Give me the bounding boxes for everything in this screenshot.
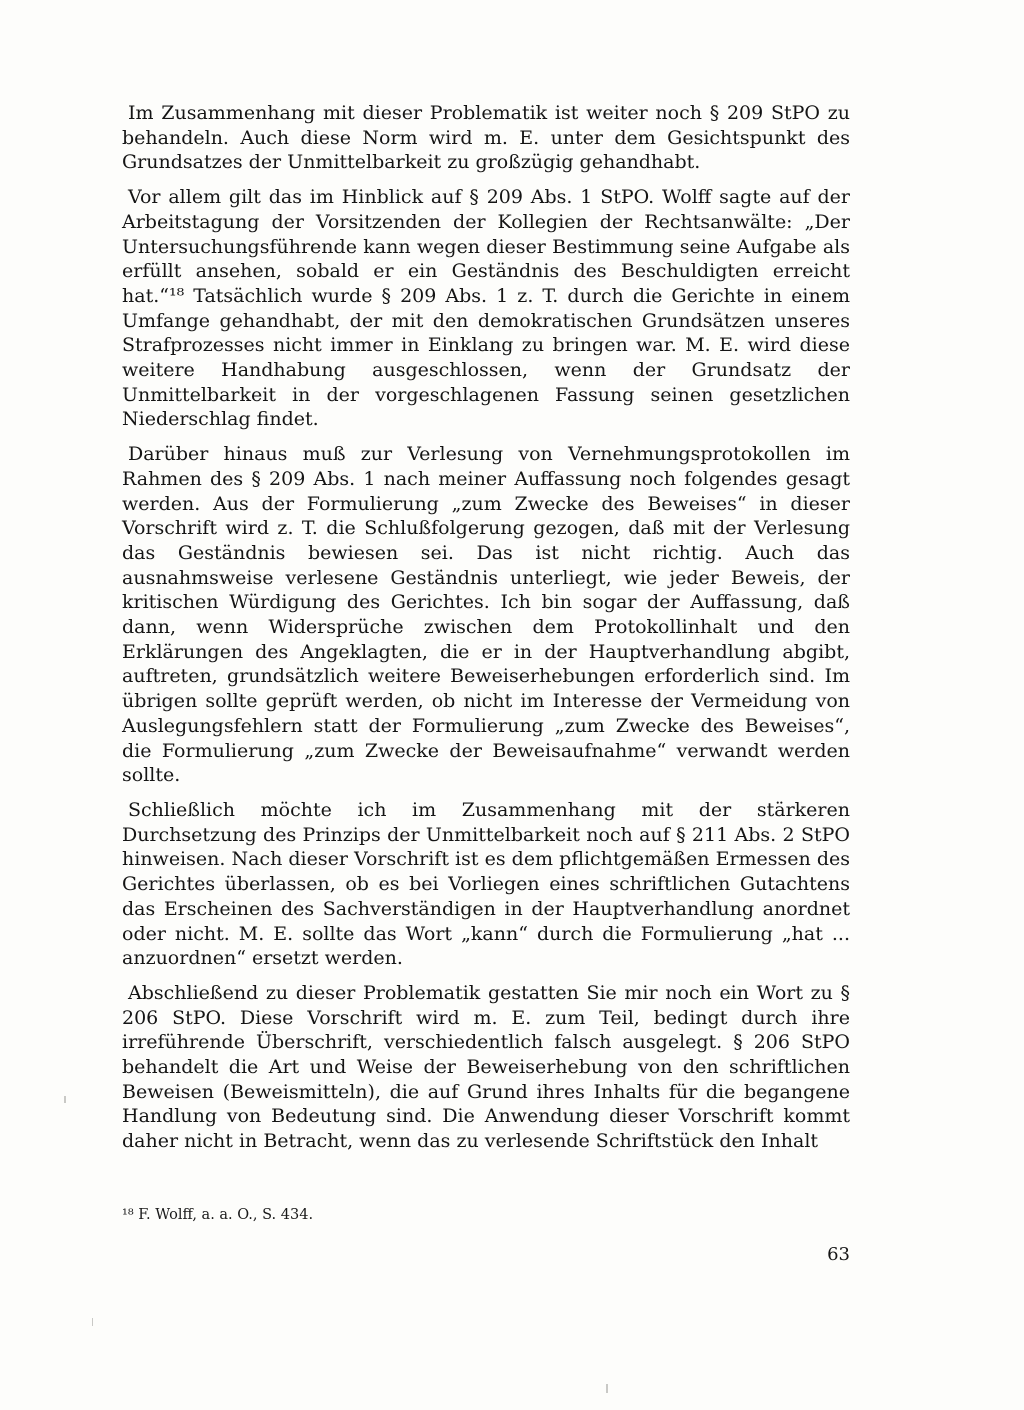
paragraph-2: Vor allem gilt das im Hinblick auf § 209 Abs. 1 StPO. Wolff sagte auf der Arbeitstagung der Vorsitzenden der Kollegien der Rechtsanwälte: „Der Untersuchungsführende kann wegen dieser Bestimmung seine Aufgabe als erfüllt ansehen, sobald er ein Geständnis des Beschuldigten erreicht hat.“¹⁸ Tatsächlich wurde § 209 Abs. 1 z. T. durch die Gerichte in einem Umfange gehandhabt, der mit den demokratischen Grundsätzen unseres Strafprozesses nicht immer in Einklang zu bringen war. M. E. wird diese weitere Handhabung ausgeschlossen, wenn der Grundsatz der Unmittelbarkeit in der vorgeschlagenen Fassung seinen gesetzlichen Niederschlag findet. — [122, 186, 850, 431]
body-text — [122, 101, 850, 1164]
footnote: ¹⁸ F. Wolff, a. a. O., S. 434. — [122, 1207, 314, 1223]
paragraph-5: Abschließend zu dieser Problematik gestatten Sie mir noch ein Wort zu § 206 StPO. Diese Vorschrift wird m. E. zum Teil, bedingt durch ihre irreführende Überschrift, verschiedentlich falsch ausgelegt. § 206 StPO behandelt die Art und Weise der Beweiserhebung von den schriftlichen Beweisen (Beweismitteln), die auf Grund ihres Inhalts für die begangene Handlung von Bedeutung sind. Die Anwendung dieser Vorschrift kommt daher nicht in Betracht, wenn das zu verlesende Schriftstück den Inhalt — [122, 981, 850, 1153]
paragraph-3: Darüber hinaus muß zur Verlesung von Vernehmungsprotokollen im Rahmen des § 209 Abs. 1 nach meiner Auffassung noch folgendes gesagt werden. Aus der Formulierung „zum Zwecke des Beweises“ in dieser Vorschrift wird z. T. die Schlußfolgerung gezogen, daß mit der Verlesung das Geständnis bewiesen sei. Das ist nicht richtig. Auch das ausnahmsweise verlesene Geständnis unterliegt, wie jeder Beweis, der kritischen Würdigung des Gerichtes. Ich bin sogar der Auffassung, daß dann, wenn Widersprüche zwischen dem Protokollinhalt und den Erklärungen des Angeklagten, die er in der Hauptverhandlung abgibt, auftreten, grundsätzlich weitere Beweiserhebungen erforderlich sind. Im übrigen sollte geprüft werden, ob nicht im Interesse der Vermeidung von Auslegungsfehlern statt der Formulierung „zum Zwecke des Beweises“, die Formulierung „zum Zwecke der Beweisaufnahme“ verwandt werden sollte. — [122, 443, 850, 787]
paragraph-1: Im Zusammenhang mit dieser Problematik ist weiter noch § 209 StPO zu behandeln. Auch diese Norm wird m. E. unter dem Gesichtspunkt des Grundsatzes der Unmittelbarkeit zu großzügig gehandhabt. — [122, 102, 850, 174]
scan-artifact-bottom — [606, 1384, 608, 1393]
scan-artifact-left — [64, 1096, 66, 1103]
page-number: 63 — [827, 1244, 850, 1265]
paragraph-4: Schließlich möchte ich im Zusammenhang mit der stärkeren Durchsetzung des Prinzips der Unmittelbarkeit noch auf § 211 Abs. 2 StPO hinweisen. Nach dieser Vorschrift ist es dem pflichtgemäßen Ermessen des Gerichtes überlassen, ob es bei Vorliegen eines schriftlichen Gutachtens das Erscheinen des Sachverständigen in der Hauptverhandlung anordnet oder nicht. M. E. sollte das Wort „kann“ durch die Formulierung „hat ... anzuordnen“ ersetzt werden. — [122, 798, 850, 970]
scan-artifact-left-lower — [92, 1318, 93, 1326]
